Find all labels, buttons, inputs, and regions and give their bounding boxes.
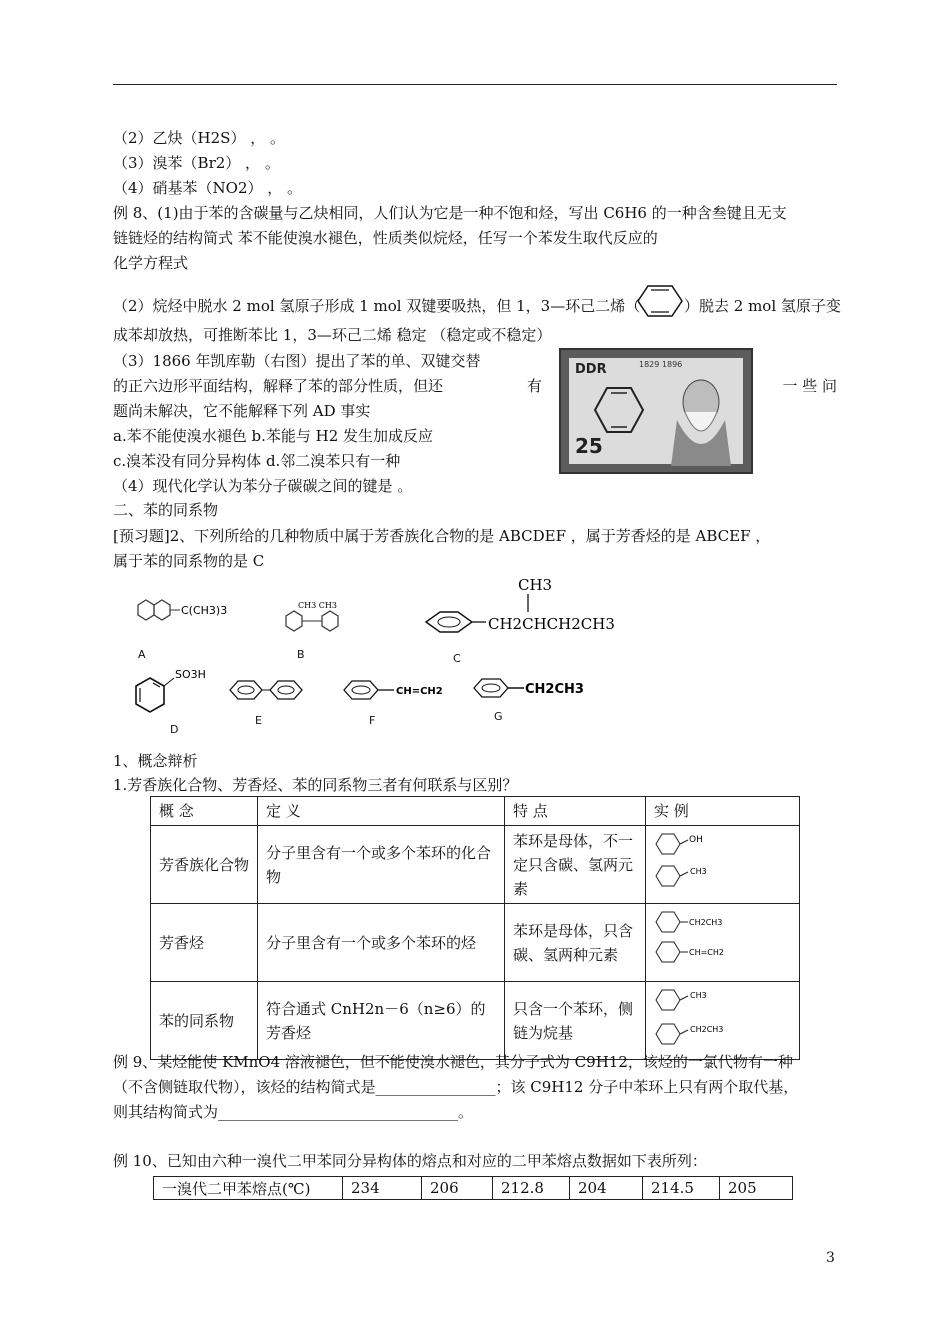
svg-text:CH3: CH3 <box>690 991 707 1000</box>
table-header: 定 义 <box>258 797 505 826</box>
molecule-c-label: C <box>453 652 461 665</box>
molecule-e-structure <box>226 676 312 704</box>
molecule-g-label: G <box>494 710 503 723</box>
example-cell <box>646 982 800 1060</box>
stamp-benzene-structure <box>589 380 649 440</box>
stamp-years: 1829 1896 <box>639 360 683 369</box>
example-cell <box>646 826 800 904</box>
svg-text:CH2CH3: CH2CH3 <box>690 1025 724 1034</box>
ex8-part2-c: 成苯却放热，可推断苯比 1，3—环己二烯 稳定 （稳定或不稳定） <box>113 326 552 344</box>
molecule-f-group: CH=CH2 <box>396 686 443 697</box>
molecule-g-group: CH2CH3 <box>525 682 584 697</box>
molecule-b-structure <box>276 598 366 638</box>
kekule-portrait <box>661 368 739 466</box>
section-benzene-homologues: 二、苯的同系物 <box>113 501 219 519</box>
page-number: 3 <box>826 1250 835 1266</box>
molecule-c-chain: CH2CHCH2CH3 <box>488 615 615 633</box>
stamp-country: DDR <box>575 362 607 377</box>
molecule-a-label: A <box>138 648 146 661</box>
definition-cell: 符合通式 CnH2n－6（n≥6）的芳香烃 <box>258 982 505 1060</box>
table-header: 概 念 <box>151 797 258 826</box>
concept-cell: 苯的同系物 <box>151 982 258 1060</box>
table-header-row <box>151 797 800 826</box>
molecule-f-structure <box>340 676 452 704</box>
kekule-stamp-image <box>559 348 753 474</box>
example-structures <box>654 906 774 972</box>
svg-text:CH=CH2: CH=CH2 <box>689 948 724 957</box>
concept-analysis-heading: 1、概念辩析 <box>113 752 198 770</box>
preview-question-line1: [预习题]2、下列所给的几种物质中属于芳香族化合物的是 ABCDEF ，属于芳香烃的是 ABCEF ， <box>113 527 771 545</box>
ex8-part2-b: ）脱去 2 mol 氢原子变 <box>684 297 841 315</box>
ex8-part2-a: （2）烷烃中脱水 2 mol 氢原子形成 1 mol 双键要吸热，但 1，3—环己二烯（ <box>113 297 641 315</box>
melting-point-table <box>153 1176 793 1200</box>
mp-value-cell: 234 <box>343 1177 422 1200</box>
molecule-a-structure <box>130 595 242 631</box>
table-row <box>151 826 800 904</box>
mp-value-cell: 206 <box>422 1177 493 1200</box>
mp-value-cell: 212.8 <box>493 1177 570 1200</box>
definition-cell: 分子里含有一个或多个苯环的烃 <box>258 904 505 982</box>
ex8-part3-e: c.溴苯没有同分异构体 d.邻二溴苯只有一种 <box>113 452 401 470</box>
molecule-d-label: D <box>170 723 179 736</box>
svg-text:CH3: CH3 <box>690 867 707 876</box>
example-structures <box>654 984 774 1050</box>
question-1: 1.芳香族化合物、芳香烃、苯的同系物三者有何联系与区别？ <box>113 776 518 794</box>
ex8-part4: （4）现代化学认为苯分子碳碳之间的键是 。 <box>113 477 413 495</box>
table-row <box>151 904 800 982</box>
table-header: 实 例 <box>646 797 800 826</box>
ex10-line: 例 10、已知由六种一溴代二甲苯同分异构体的熔点和对应的二甲苯熔点数据如下表所列： <box>113 1152 707 1170</box>
molecule-c-top-group: CH3 <box>518 576 553 594</box>
cyclohexadiene-structure <box>636 282 684 320</box>
example-structures <box>654 828 774 894</box>
ex8-part3-b-left: 的正六边形平面结构，解释了苯的部分性质，但还 <box>113 377 444 395</box>
molecule-d-group: SO3H <box>175 668 206 681</box>
molecule-c-structure <box>412 574 622 646</box>
feature-cell: 苯环是母体，只含碳、氢两种元素 <box>505 904 646 982</box>
ex9-line2: （不含侧链取代物），该烃的结构简式是________________；该 C9H12 分子中苯环上只有两个取代基， <box>113 1078 799 1096</box>
mp-value-cell: 214.5 <box>643 1177 720 1200</box>
ex9-line1: 例 9、某烃能使 KMnO4 溶液褪色，但不能使溴水褪色，其分子式为 C9H12，该烃的一氯代物有一种 <box>113 1053 793 1071</box>
header-rule <box>113 84 837 85</box>
svg-text:OH: OH <box>689 835 703 845</box>
molecule-b-label: B <box>297 648 305 661</box>
molecule-a-group: C(CH3)3 <box>181 604 228 617</box>
example-cell <box>646 904 800 982</box>
stamp-value: 25 <box>575 434 603 458</box>
molecule-g-structure <box>470 674 590 702</box>
concept-cell: 芳香烃 <box>151 904 258 982</box>
concept-table <box>150 796 800 1060</box>
ex8-part3-d: a.苯不能使溴水褪色 b.苯能与 H2 发生加成反应 <box>113 427 434 445</box>
preview-question-line2: 属于苯的同系物的是 C <box>113 552 265 570</box>
table-row <box>154 1177 793 1200</box>
ex8-line3: 化学方程式 <box>113 254 189 272</box>
mp-value-cell: 204 <box>570 1177 643 1200</box>
ex9-line3: 则其结构简式为________________________________。 <box>113 1103 474 1121</box>
concept-cell: 芳香族化合物 <box>151 826 258 904</box>
line-bromobenzene: （3）溴苯（Br2） ， 。 <box>113 154 280 172</box>
ex8-part3-c: 题尚未解决，它不能解释下列 AD 事实 <box>113 402 371 420</box>
mp-label-cell: 一溴代二甲苯熔点(℃) <box>154 1177 343 1200</box>
line-nitrobenzene: （4）硝基苯（NO2） ， 。 <box>113 179 303 197</box>
ex8-part3-a: （3）1866 年凯库勒（右图）提出了苯的单、双键交替 <box>113 352 481 370</box>
table-row <box>151 982 800 1060</box>
ex8-part3-b-mid: 有 <box>527 377 543 395</box>
molecule-b-group: CH3 CH3 <box>298 601 337 610</box>
molecule-e-label: E <box>255 714 262 727</box>
feature-cell: 苯环是母体，不一定只含碳、氢两元素 <box>505 826 646 904</box>
ex8-part3-b-right: 一 些 问 <box>782 377 837 395</box>
ex8-line1: 例 8、(1)由于苯的含碳量与乙炔相同，人们认为它是一种不饱和烃，写出 C6H6 的一种含叁键且无支 <box>113 204 787 222</box>
line-acetylene: （2）乙炔（H2S） ， 。 <box>113 129 285 147</box>
ex8-line2: 链链烃的结构简式 苯不能使溴水褪色，性质类似烷烃，任写一个苯发生取代反应的 <box>113 229 658 247</box>
table-header: 特 点 <box>505 797 646 826</box>
svg-text:CH2CH3: CH2CH3 <box>689 918 723 927</box>
molecule-f-label: F <box>369 714 376 727</box>
definition-cell: 分子里含有一个或多个苯环的化合物 <box>258 826 505 904</box>
feature-cell: 只含一个苯环，侧链为烷基 <box>505 982 646 1060</box>
molecule-d-structure <box>128 664 218 724</box>
mp-value-cell: 205 <box>720 1177 793 1200</box>
